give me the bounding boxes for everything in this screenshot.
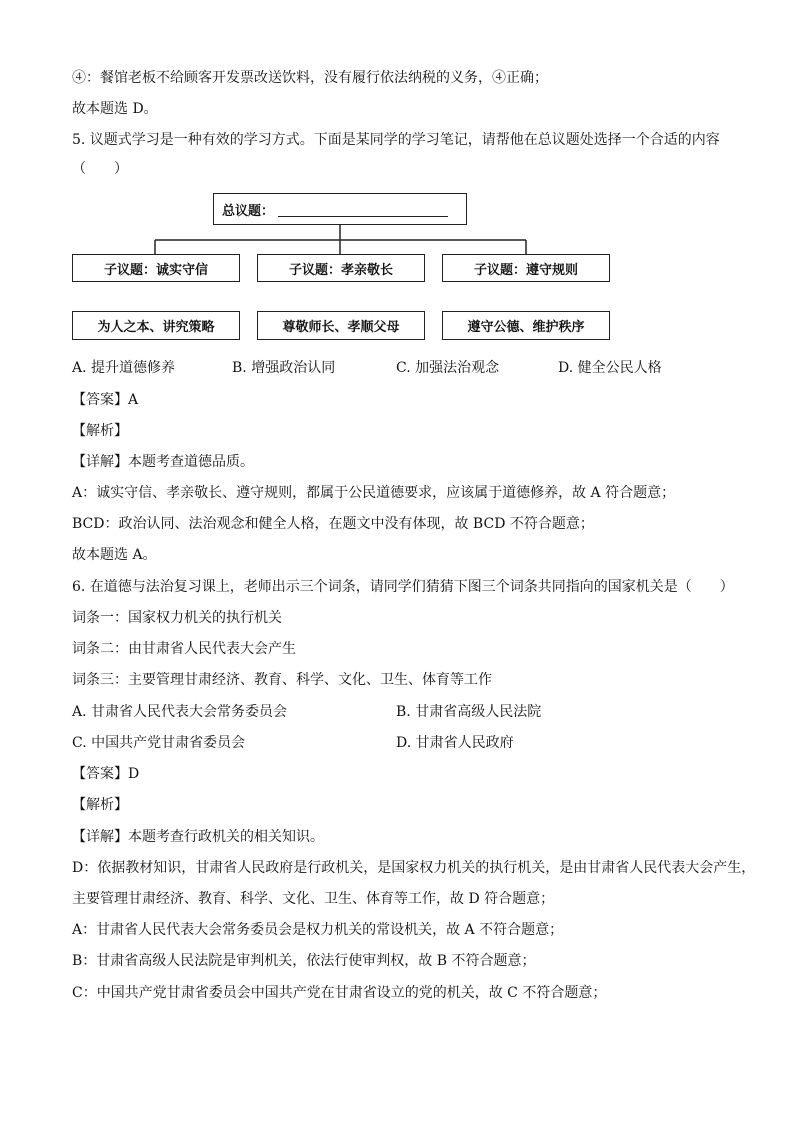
q6-explanation-5: C：中国共产党甘肃省委员会中国共产党在甘肃省设立的党的机关，故 C 不符合题意；	[72, 985, 607, 1001]
q5-option-a: A. 提升道德修养	[72, 360, 176, 376]
q5-option-d: D. 健全公民人格	[558, 360, 662, 376]
diagram-root-box	[213, 193, 467, 225]
q6-explanation-2: 主要管理甘肃经济、教育、科学、文化、卫生、体育等工作，故 D 符合题意；	[72, 891, 555, 907]
q5-option-c: C. 加强法治观念	[396, 360, 500, 376]
q5-conclusion: 故本题选 A。	[72, 547, 157, 563]
question-5-paren: （ ）	[72, 161, 128, 177]
diagram-leaf-1: 为人之本、讲究策略	[72, 311, 240, 340]
q5-analysis-label: 【解析】	[72, 423, 128, 439]
question-5-stem: 5. 议题式学习是一种有效的学习方式。下面是某同学的学习笔记，请帮他在总议题处选择一个合适的内容	[72, 132, 720, 148]
q5-explanation-2: BCD：政治认同、法治观念和健全人格，在题文中没有体现，故 BCD 不符合题意；	[72, 516, 594, 532]
q6-clue-2: 词条二：由甘肃省人民代表大会产生	[72, 641, 296, 657]
q6-answer: 【答案】D	[72, 766, 140, 782]
q5-option-b: B. 增强政治认同	[232, 360, 336, 376]
q5-answer: 【答案】A	[72, 392, 139, 408]
text-line: 故本题选 D。	[72, 101, 158, 117]
q6-explanation-3: A：甘肃省人民代表大会常务委员会是权力机关的常设机关，故 A 不符合题意；	[72, 922, 564, 938]
q6-analysis-label: 【解析】	[72, 797, 128, 813]
q6-clue-3: 词条三：主要管理甘肃经济、教育、科学、文化、卫生、体育等工作	[72, 672, 492, 688]
diagram-leaf-2: 尊敬师长、孝顺父母	[257, 311, 425, 340]
diagram-sub-3: 子议题：遵守规则	[442, 254, 610, 282]
diagram-root-label: 总议题：	[222, 203, 275, 219]
q6-option-b: B. 甘肃省高级人民法院	[396, 704, 542, 720]
diagram-sub-2: 子议题：孝亲敬长	[257, 254, 425, 282]
q6-explanation-1: D：依据教材知识，甘肃省人民政府是行政机关，是国家权力机关的执行机关，是由甘肃省人民代表大会产生，	[72, 860, 756, 876]
diagram-sub-1: 子议题：诚实守信	[72, 254, 240, 282]
q5-explanation-1: A：诚实守信、孝亲敬长、遵守规则，都属于公民道德要求，应该属于道德修养，故 A 符合题意；	[72, 485, 676, 501]
q6-option-d: D. 甘肃省人民政府	[396, 735, 514, 751]
diagram-root-blank	[278, 202, 448, 217]
q6-detail: 【详解】本题考查行政机关的相关知识。	[72, 829, 324, 845]
topic-diagram	[70, 190, 615, 345]
q6-option-a: A. 甘肃省人民代表大会常务委员会	[72, 704, 288, 720]
q6-explanation-4: B：甘肃省高级人民法院是审判机关，依法行使审判权，故 B 不符合题意；	[72, 953, 536, 969]
diagram-leaf-3: 遵守公德、维护秩序	[442, 311, 610, 340]
text-line: ④：餐馆老板不给顾客开发票改送饮料，没有履行依法纳税的义务，④正确；	[72, 70, 548, 86]
q6-option-c: C. 中国共产党甘肃省委员会	[72, 735, 246, 751]
q6-clue-1: 词条一：国家权力机关的执行机关	[72, 610, 282, 626]
question-6-stem: 6. 在道德与法治复习课上，老师出示三个词条，请同学们猜猜下图三个词条共同指向的国家机关是（ ）	[72, 579, 734, 595]
q5-detail: 【详解】本题考查道德品质。	[72, 454, 254, 470]
